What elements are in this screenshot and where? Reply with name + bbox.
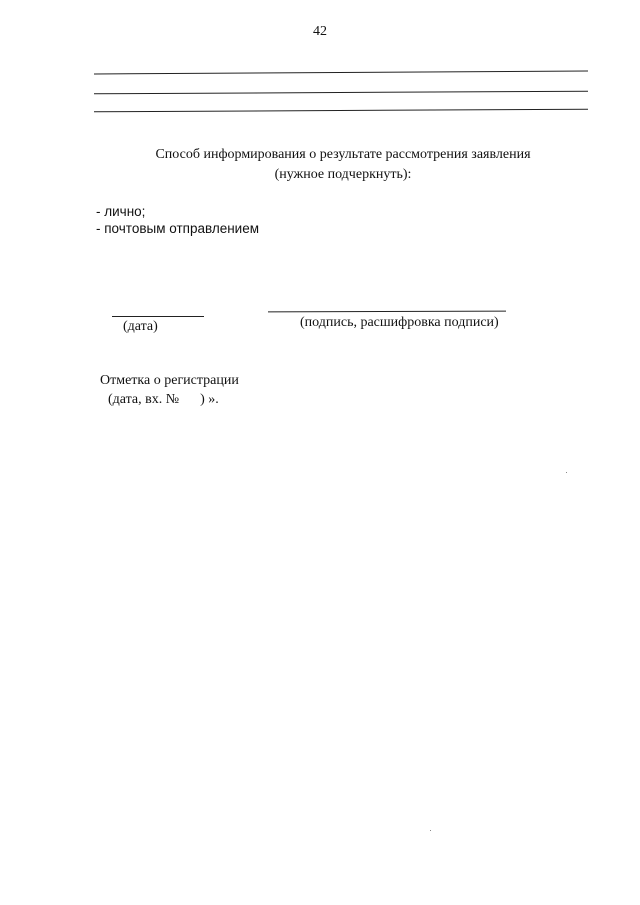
signature-line bbox=[268, 311, 506, 313]
registration-label: Отметка о регистрации bbox=[100, 373, 239, 388]
notification-method-heading bbox=[0, 145, 640, 185]
registration-mark bbox=[100, 371, 239, 409]
notification-options bbox=[96, 203, 259, 237]
registration-details: (дата, вх. № ) ». bbox=[108, 392, 219, 407]
page-number: 42 bbox=[313, 24, 327, 39]
option-in-person: - лично; bbox=[96, 204, 146, 219]
blank-line-3 bbox=[94, 109, 588, 113]
option-by-mail: - почтовым отправлением bbox=[96, 221, 260, 236]
scan-speck bbox=[566, 472, 567, 473]
date-label: (дата) bbox=[123, 319, 158, 334]
scan-speck bbox=[430, 830, 431, 831]
heading-line-2: (нужное подчеркнуть): bbox=[274, 167, 412, 182]
blank-line-2 bbox=[94, 91, 588, 95]
signature-label: (подпись, расшифровка подписи) bbox=[300, 315, 499, 330]
blank-line-1 bbox=[94, 70, 588, 74]
date-signature-line bbox=[112, 316, 204, 317]
heading-line-1: Способ информирования о результате рассмотрения заявления bbox=[155, 147, 531, 162]
